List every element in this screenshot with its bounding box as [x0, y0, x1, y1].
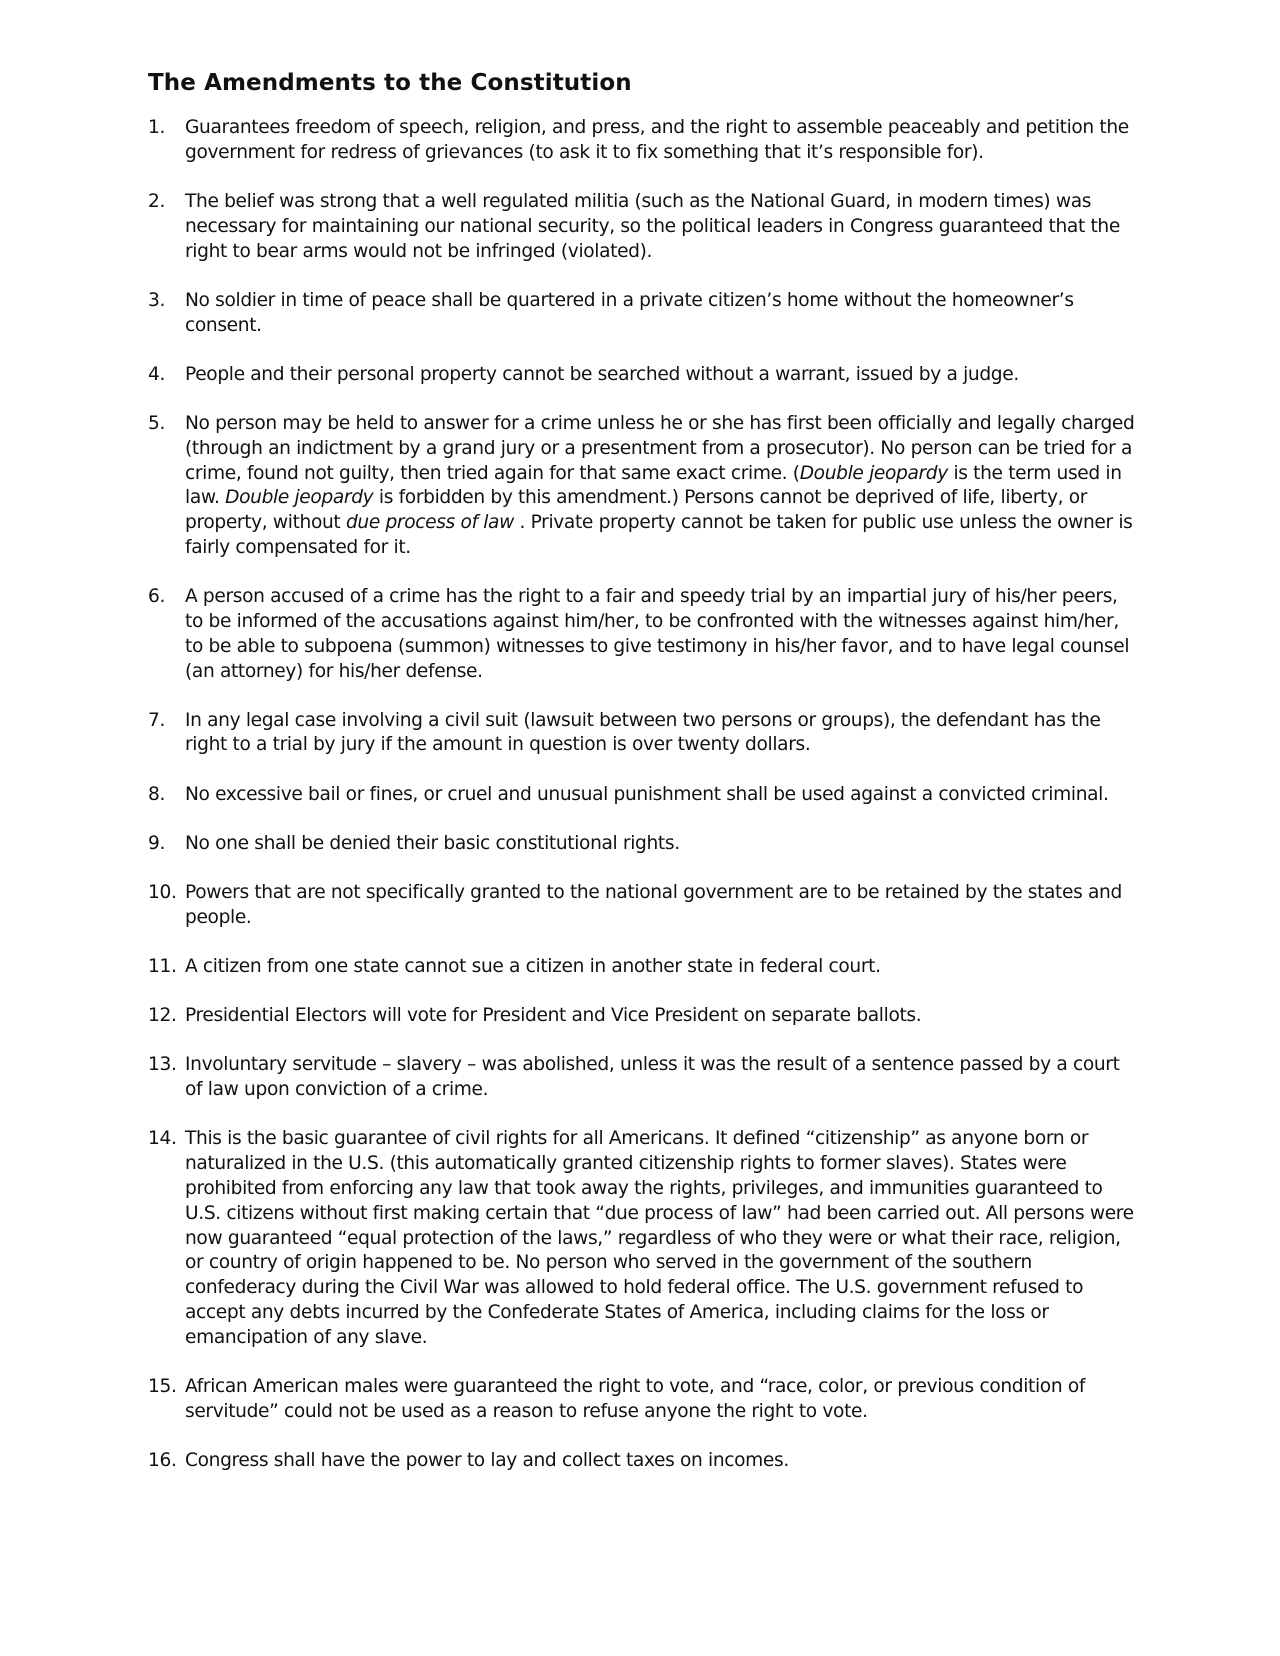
list-item-amendment-7 [148, 709, 1138, 759]
item-text: In any legal case involving a civil suit (lawsuit between two persons or groups), the defendant has the right to a trial by jury if the amount in question is over twenty dollars. [185, 709, 1101, 756]
item-number: 1. [148, 117, 166, 138]
item-text: Guarantees freedom of speech, religion, and press, and the right to assemble peaceably and petition the government for redress of grievances (to ask it to fix something that it’s responsible for). [185, 117, 1129, 163]
list-item-amendment-6 [148, 585, 1138, 684]
item-number: 2. [148, 190, 166, 212]
list-item-amendment-13 [148, 1053, 1138, 1103]
item-number: 16. [148, 1449, 177, 1471]
list-item-amendment-1 [148, 116, 1138, 166]
italic-term-double-jeopardy: Double jeopardy [799, 462, 948, 484]
list-item-amendment-4 [148, 363, 1138, 388]
item-number: 5. [148, 412, 166, 434]
item-text: People and their personal property cannot be searched without a warrant, issued by a judge. [185, 363, 1019, 385]
item-number: 4. [148, 363, 166, 385]
list-item-amendment-14 [148, 1127, 1138, 1350]
list-item-amendment-15 [148, 1375, 1138, 1425]
list-item-amendment-8 [148, 783, 1138, 808]
item-number: 13. [148, 1054, 177, 1076]
page-title: The Amendments to the Constitution [148, 70, 632, 96]
item-text: No soldier in time of peace shall be quartered in a private citizen’s home without the homeowner’s consent. [185, 289, 1074, 336]
item-number: 15. [148, 1375, 177, 1397]
item-text: Congress shall have the power to lay and collect taxes on incomes. [185, 1449, 789, 1471]
list-item-amendment-5 [148, 412, 1138, 561]
list-item-amendment-16 [148, 1449, 1138, 1474]
item-number: 8. [148, 783, 166, 805]
italic-term-double-jeopardy: Double jeopardy [225, 487, 374, 509]
item-text: This is the basic guarantee of civil rights for all Americans. It defined “citizenship” as anyone born or naturalized in the U.S. (this automatically granted citizenship rights to former slaves). States were prohibited from enforcing any law that took away the rights, privileges, and immunities guaranteed to U.S. citizens without first making certain that “due process of law” had been carried out. All persons were now guaranteed “equal protection of the laws,” regardless of who they were or what their race, religion, or country of origin happened to be. No person who served in the government of the southern confederacy during the Civil War was allowed to hold federal office. The U.S. government refused to accept any debts incurred by the Confederate States of America, including claims for the loss or emancipation of any slave. [185, 1128, 1134, 1348]
amendment-list [148, 116, 1138, 1474]
item-text: No excessive bail or fines, or cruel and unusual punishment shall be used against a convicted criminal. [185, 783, 1109, 805]
item-number: 12. [148, 1005, 177, 1027]
text-segment: is the term used in law. [185, 462, 1122, 509]
item-text: African American males were guaranteed the right to vote, and “race, color, or previous condition of servitude” could not be used as a reason to refuse anyone the right to vote. [185, 1375, 1086, 1422]
list-item-amendment-9 [148, 832, 1138, 857]
item-text: The belief was strong that a well regulated militia (such as the National Guard, in modern times) was necessary for maintaining our national security, so the political leaders in Congress guaranteed that the right to bear arms would not be infringed (violated). [185, 190, 1120, 262]
item-text: No one shall be denied their basic constitutional rights. [185, 832, 680, 854]
list-item-amendment-2 [148, 190, 1138, 264]
item-text: A citizen from one state cannot sue a citizen in another state in federal court. [185, 956, 881, 978]
item-number: 11. [148, 956, 177, 978]
text-segment: . Private property cannot be taken for public use unless the owner is fairly compensated for it. [185, 512, 1133, 558]
item-text: Involuntary servitude – slavery – was abolished, unless it was the result of a sentence passed by a court of law upon conviction of a crime. [185, 1054, 1120, 1101]
item-number: 6. [148, 586, 166, 608]
item-number: 3. [148, 289, 166, 311]
document-page [148, 70, 1138, 1498]
item-text: Powers that are not specifically granted to the national government are to be retained by the states and people. [185, 882, 1122, 928]
item-number: 7. [148, 709, 166, 731]
italic-term-due-process: due process of law [345, 512, 514, 534]
item-text [185, 412, 1138, 561]
text-segment: No person may be held to answer for a crime unless he or she has first been officially and legally charged (through an indictment by a grand jury or a presentment from a prosecutor). No person can be tried for a crime, found not guilty, then tried again for that same exact crime. ( [185, 412, 1135, 484]
item-text: A person accused of a crime has the right to a fair and speedy trial by an impartial jury of his/her peers, to be informed of the accusations against him/her, to be confronted with the witnesses against him/her, to be able to subpoena (summon) witnesses to give testimony in his/her favor, and to have legal counsel (an attorney) for his/her defense. [185, 586, 1130, 682]
text-segment: is forbidden by this amendment.) Persons cannot be deprived of life, liberty, or property, without [185, 487, 1088, 534]
item-number: 9. [148, 832, 166, 854]
list-item-amendment-3 [148, 289, 1138, 339]
list-item-amendment-11 [148, 955, 1138, 980]
list-item-amendment-10 [148, 881, 1138, 931]
item-text: Presidential Electors will vote for President and Vice President on separate ballots. [185, 1005, 922, 1027]
list-item-amendment-12 [148, 1004, 1138, 1029]
item-number: 10. [148, 882, 177, 904]
item-number: 14. [148, 1128, 177, 1150]
